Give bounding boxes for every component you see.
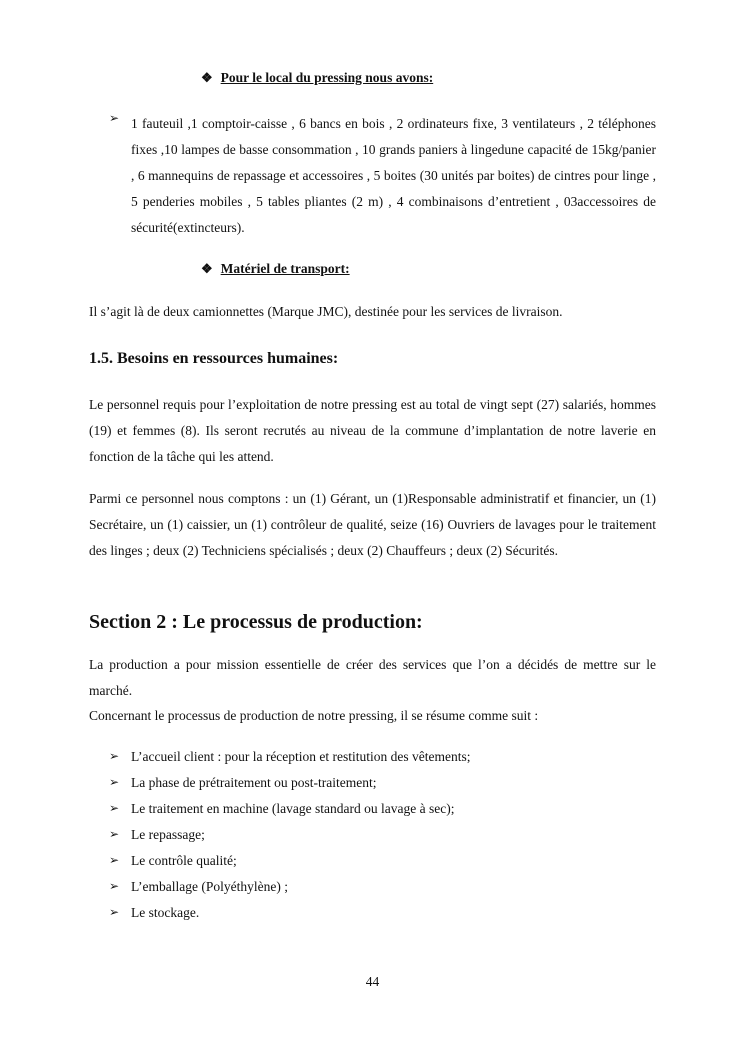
list-item [109,905,656,931]
production-paragraph-1: La production a pour mission essentielle de créer des services que l’on a décidés de mettre sur le marché. [89,657,656,698]
arrow-bullet-icon: ➢ [109,749,120,763]
diamond-bullet-icon: ❖ [201,70,213,85]
arrow-bullet-icon: ➢ [109,905,120,919]
process-step: L’accueil client : pour la réception et restitution des vêtements; [131,749,471,764]
list-item [109,775,656,801]
process-step: Le traitement en machine (lavage standard ou lavage à sec); [131,801,455,816]
process-steps-list [109,749,656,931]
process-step: La phase de prétraitement ou post-traitement; [131,775,377,790]
transport-text: Il s’agit là de deux camionnettes (Marque JMC), destinée pour les services de livraison. [89,304,563,319]
hr-paragraph-2: Parmi ce personnel nous comptons : un (1) Gérant, un (1)Responsable administratif et financier, un (1) Secrétaire, un (1) caissier, un (1) contrôleur de qualité, seize (16) Ouvriers de lavages pour le traitement des linges ; deux (2) Techniciens spécialisés ; deux (2) Chauffeurs ; deux (2) Sécurités. [89,491,656,558]
list-item [109,879,656,905]
list-item [109,801,656,827]
list-item [109,111,656,241]
production-paragraph-2: Concernant le processus de production de notre pressing, il se résume comme suit : [89,708,539,723]
arrow-bullet-icon: ➢ [109,827,120,841]
transport-heading [201,261,350,277]
hr-paragraph-1: Le personnel requis pour l’exploitation de notre pressing est au total de vingt sept (27) salariés, hommes (19) et femmes (8). Ils seront recrutés au niveau de la commune d’implantation de notre laverie en fonction de la tâche qui les attend. [89,397,656,464]
list-item [109,853,656,879]
list-item [109,749,656,775]
arrow-bullet-icon: ➢ [109,111,120,125]
process-step: Le contrôle qualité; [131,853,237,868]
arrow-bullet-icon: ➢ [109,853,120,867]
arrow-bullet-icon: ➢ [109,879,120,893]
arrow-bullet-icon: ➢ [109,775,120,789]
list-item [109,827,656,853]
hr-heading: 1.5. Besoins en ressources humaines: [89,350,339,367]
process-step: Le repassage; [131,827,205,842]
section2-heading: Section 2 : Le processus de production: [89,611,423,633]
transport-heading-text: Matériel de transport: [220,261,350,276]
local-equipment-list [109,111,656,241]
page-number: 44 [365,974,380,989]
local-heading [201,70,433,86]
process-step: L’emballage (Polyéthylène) ; [131,879,288,894]
local-heading-text: Pour le local du pressing nous avons: [220,70,434,85]
diamond-bullet-icon: ❖ [201,261,213,276]
arrow-bullet-icon: ➢ [109,801,120,815]
process-step: Le stockage. [131,905,200,920]
local-item-text: 1 fauteuil ,1 comptoir-caisse , 6 bancs en bois , 2 ordinateurs fixe, 3 ventilateurs , 2 téléphones fixes ,10 lampes de basse consommation , 10 grands paniers à lingedune capacité de 15kg/panier , 6 mannequins de repassage et accessoires , 5 boites (30 unités par boites) de cintres pour linge , 5 penderies mobiles , 5 tables pliantes (2 m) , 4 combinaisons d’entretient , 03accessoires de sécurité(extincteurs). [131,116,656,235]
